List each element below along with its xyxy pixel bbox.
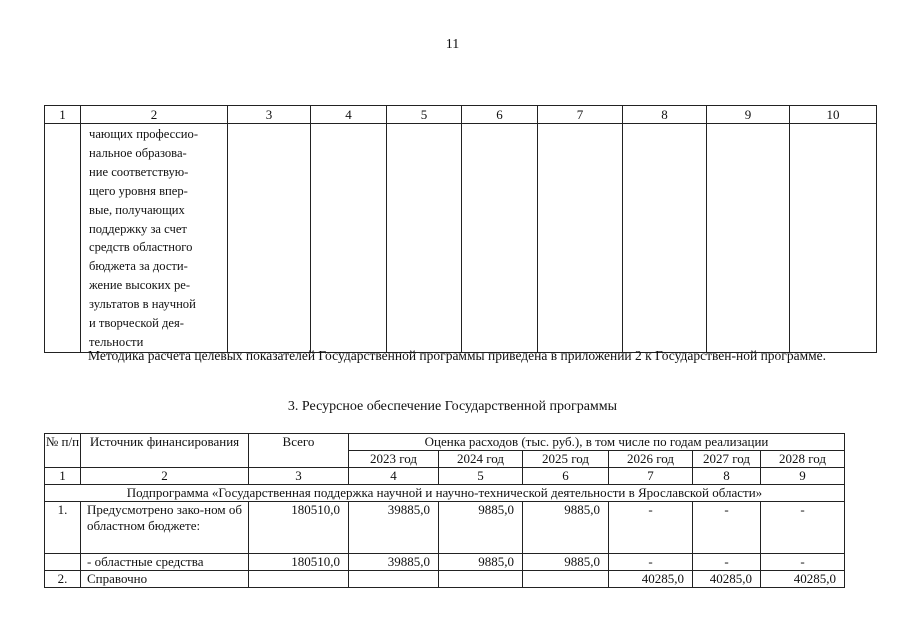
- page-number: 11: [445, 37, 460, 52]
- total-cell: 180510,0: [249, 554, 349, 571]
- value-cell: 40285,0: [761, 571, 845, 588]
- row-number: 1.: [45, 502, 81, 554]
- value-cell: -: [609, 554, 693, 571]
- text-line: поддержку за счет: [89, 221, 187, 236]
- value-cell: -: [609, 502, 693, 554]
- column-number: 6: [462, 106, 538, 124]
- value-cell: 39885,0: [349, 554, 439, 571]
- text-line: нальное образова-: [89, 145, 187, 160]
- text-line: бюджета за дости-: [89, 259, 188, 274]
- header-estimate: Оценка расходов (тыс. руб.), в том числе по годам реализации: [349, 434, 845, 451]
- column-number: 6: [523, 468, 609, 485]
- value-cell: [439, 571, 523, 588]
- subprogram-row: [45, 485, 845, 502]
- table-cell: [45, 124, 81, 353]
- column-number: 7: [609, 468, 693, 485]
- text-line: ние соответствую-: [89, 164, 189, 179]
- value-cell: 9885,0: [439, 502, 523, 554]
- value-cell: 40285,0: [609, 571, 693, 588]
- resource-table: [44, 433, 845, 588]
- table-cell: [623, 124, 707, 353]
- text-line: зультатов в научной: [89, 297, 196, 312]
- text-line: вые, получающих: [89, 202, 185, 217]
- table-header-row: [45, 106, 877, 124]
- text-line: чающих профессио-: [89, 127, 199, 141]
- source-cell: Справочно: [81, 571, 249, 588]
- table-row: [45, 502, 845, 554]
- value-cell: -: [761, 502, 845, 554]
- year-header: 2026 год: [609, 451, 693, 468]
- value-cell: 39885,0: [349, 502, 439, 554]
- table-cell: [311, 124, 387, 353]
- row-number: 2.: [45, 571, 81, 588]
- column-number: 8: [623, 106, 707, 124]
- year-header: 2023 год: [349, 451, 439, 468]
- text-line: тельности: [89, 334, 144, 349]
- column-number: 4: [311, 106, 387, 124]
- table-header-row: [45, 434, 845, 451]
- text-line: жение высоких ре-: [89, 278, 191, 293]
- text-line: и творческой дея-: [89, 316, 185, 331]
- table-cell: [707, 124, 790, 353]
- column-number: 4: [349, 468, 439, 485]
- header-source: Источник финансирования: [81, 434, 249, 468]
- total-cell: 180510,0: [249, 502, 349, 554]
- methodology-paragraph: Методика расчета целевых показателей Государственной программы приведена в приложении 2 к Государствен-ной программе.: [88, 348, 827, 363]
- value-cell: -: [761, 554, 845, 571]
- table-cell: [538, 124, 623, 353]
- table-cell: [462, 124, 538, 353]
- column-number: 1: [45, 106, 81, 124]
- column-number-row: [45, 468, 845, 485]
- value-cell: -: [693, 554, 761, 571]
- value-cell: 9885,0: [523, 502, 609, 554]
- year-header: 2025 год: [523, 451, 609, 468]
- column-number: 3: [228, 106, 311, 124]
- column-number: 9: [761, 468, 845, 485]
- subprogram-title: Подпрограмма «Государственная поддержка научной и научно-технической деятельности в Ярославской области»: [45, 485, 845, 502]
- header-total: Всего: [249, 434, 349, 468]
- source-cell: - областные средства: [81, 554, 249, 571]
- table-cell: [790, 124, 877, 353]
- section-title: 3. Ресурсное обеспечение Государственной программы: [287, 399, 618, 414]
- header-num: № п/п: [45, 434, 81, 468]
- indicator-name-cell: [81, 124, 228, 353]
- year-header: 2028 год: [761, 451, 845, 468]
- value-cell: [349, 571, 439, 588]
- column-number: 8: [693, 468, 761, 485]
- column-number: 2: [81, 106, 228, 124]
- column-number: 9: [707, 106, 790, 124]
- year-header: 2024 год: [439, 451, 523, 468]
- column-number: 2: [81, 468, 249, 485]
- column-number: 5: [439, 468, 523, 485]
- total-cell: [249, 571, 349, 588]
- column-number: 7: [538, 106, 623, 124]
- table-cell: [387, 124, 462, 353]
- column-number: 10: [790, 106, 877, 124]
- value-cell: [523, 571, 609, 588]
- value-cell: -: [693, 502, 761, 554]
- column-number: 1: [45, 468, 81, 485]
- table-cell: [228, 124, 311, 353]
- value-cell: 9885,0: [439, 554, 523, 571]
- source-cell: Предусмотрено зако-ном об областном бюджете:: [81, 502, 249, 554]
- table-row: [45, 571, 845, 588]
- table-row: [45, 554, 845, 571]
- indicators-table-continued: [44, 105, 877, 353]
- year-header: 2027 год: [693, 451, 761, 468]
- row-number: [45, 554, 81, 571]
- value-cell: 9885,0: [523, 554, 609, 571]
- text-line: средств областного: [89, 240, 193, 255]
- table-row: [45, 124, 877, 353]
- column-number: 5: [387, 106, 462, 124]
- column-number: 3: [249, 468, 349, 485]
- value-cell: 40285,0: [693, 571, 761, 588]
- text-line: щего уровня впер-: [89, 183, 188, 198]
